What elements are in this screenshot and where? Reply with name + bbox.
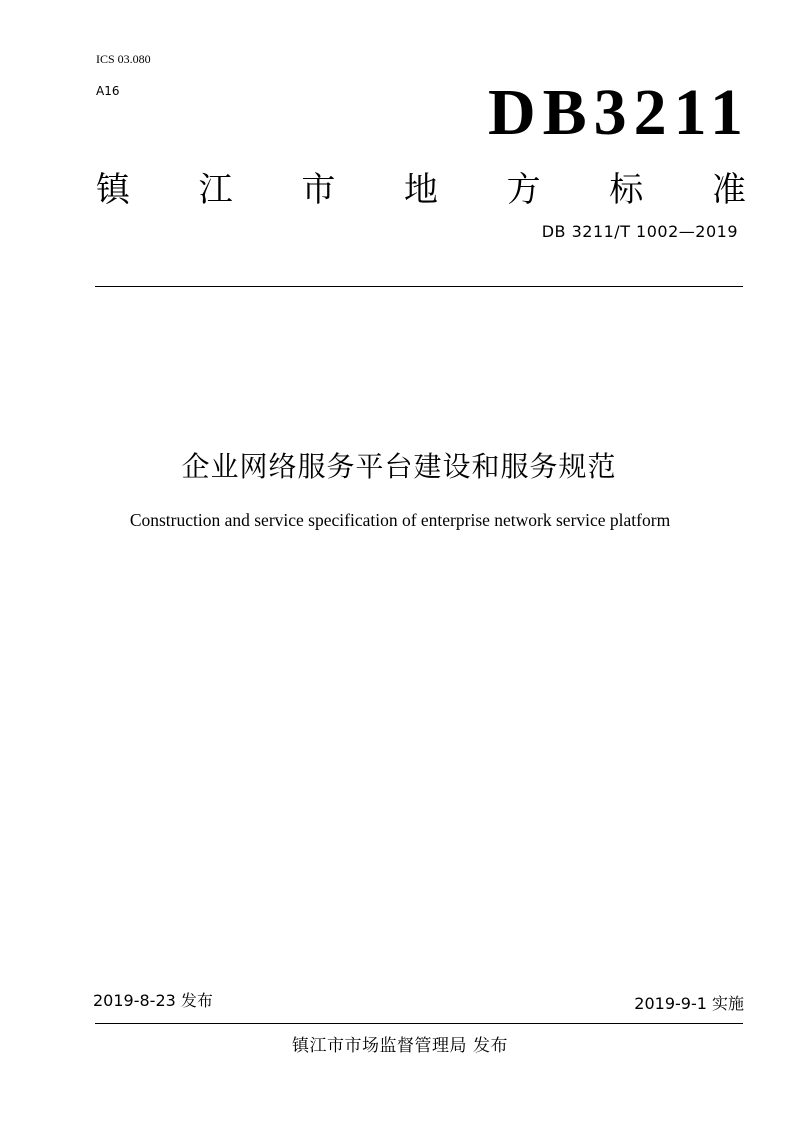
top-divider (95, 286, 743, 287)
issue-date: 2019-8-23 发布 (93, 991, 213, 1010)
standard-type-char: 地 (403, 170, 438, 210)
standard-type-char: 标 (609, 170, 644, 210)
standard-type-char: 准 (711, 170, 746, 210)
standard-type-char: 市 (301, 170, 336, 210)
document-title-en: Construction and service specification of enterprise network service platform (129, 510, 671, 530)
standard-type-char: 江 (198, 170, 233, 210)
standard-number: DB 3211/T 1002—2019 (541, 222, 738, 241)
standard-type-char: 镇 (96, 170, 130, 210)
standard-type-heading (96, 170, 746, 210)
document-title-cn (0, 445, 800, 485)
implementation-date: 2019-9-1 实施 (634, 994, 744, 1013)
document-title-cn-text: 企业网络服务平台建设和服务规范 (181, 450, 617, 483)
issuing-authority: 镇江市市场监督管理局 发布 (292, 1036, 508, 1056)
standard-type-char: 方 (506, 170, 541, 210)
classification-code: A16 (96, 84, 120, 98)
ics-code: ICS 03.080 (96, 52, 151, 66)
bottom-divider (95, 1023, 743, 1024)
standard-code-large: DB3211 (487, 76, 750, 149)
